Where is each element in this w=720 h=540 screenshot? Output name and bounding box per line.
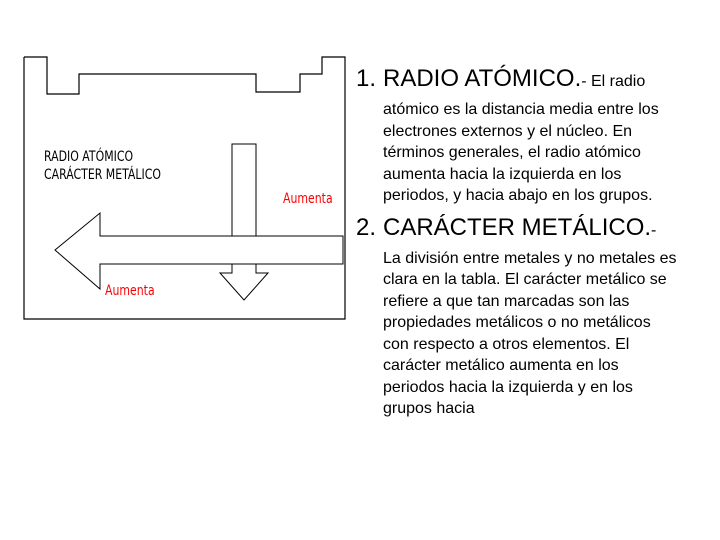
- arrow-left-icon: [55, 213, 343, 289]
- section-heading: [383, 62, 720, 99]
- list-item: [356, 62, 720, 207]
- section-body: atómico es la distancia media entre los electrones externos y el núcleo. En términos generales, el radio atómico aumenta hacia la izquierda en los periodos, y hacia abajo en los grupos.: [383, 101, 659, 204]
- definitions-list: [356, 62, 720, 420]
- section-body: La división entre metales y no metales es clara en la tabla. El carácter metálico se refiere a que tan marcadas son las propiedades metálicos o no metálicos con respecto a otros elementos. El carácter metálico aumenta en los periodos hacia la izquierda y en los grupos hacia: [383, 249, 677, 417]
- heading-text: CARÁCTER METÁLICO.: [383, 213, 652, 241]
- diagram-label-block: [44, 148, 161, 184]
- aumenta-left-label: Aumenta: [105, 283, 155, 299]
- aumenta-down-label: Aumenta: [283, 191, 333, 207]
- list-item: [356, 211, 720, 420]
- heading-tail: - El radio: [581, 73, 646, 90]
- list-number: 1.: [356, 65, 377, 92]
- heading-tail: -: [651, 221, 657, 239]
- label-caracter-metalico: CARÁCTER METÁLICO: [44, 167, 161, 183]
- section-heading: [383, 211, 720, 248]
- heading-text: RADIO ATÓMICO.: [383, 65, 582, 92]
- periodic-table-outline: [24, 57, 345, 319]
- label-radio-atomico: RADIO ATÓMICO: [44, 149, 134, 165]
- list-number: 2.: [356, 213, 377, 241]
- arrow-down-icon: [220, 144, 268, 300]
